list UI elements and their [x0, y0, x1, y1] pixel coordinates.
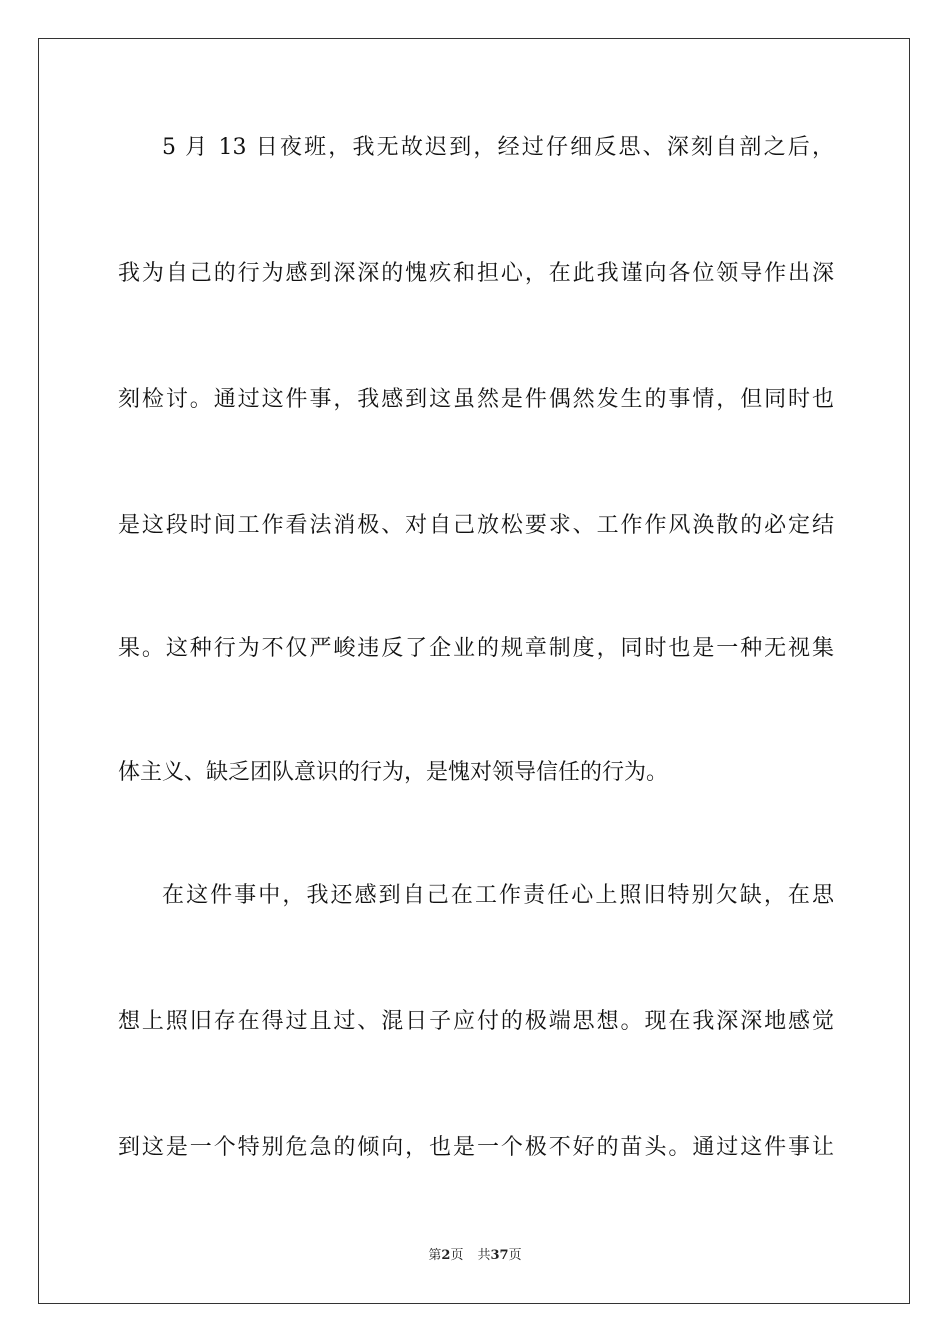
- paragraph-1-line-3: 刻检讨。通过这件事，我感到这虽然是件偶然发生的事情，但同时也: [118, 387, 834, 412]
- paragraph-2-line-1: 在这件事中，我还感到自己在工作责任心上照旧特别欠缺，在思: [162, 883, 834, 908]
- total-suffix: 页: [508, 1248, 522, 1263]
- paragraph-1-line-1: 5 月 13 日夜班，我无故迟到，经过仔细反思、深刻自剖之后，: [162, 135, 834, 160]
- paragraph-1-line-2: 我为自己的行为感到深深的愧疚和担心，在此我谨向各位领导作出深: [118, 261, 834, 286]
- page-suffix: 页: [450, 1248, 464, 1263]
- page-number: 2: [441, 1248, 451, 1263]
- paragraph-2-line-2: 想上照旧存在得过且过、混日子应付的极端思想。现在我深深地感觉: [118, 1009, 834, 1034]
- page-footer: [0, 1247, 950, 1265]
- page-border: [38, 38, 910, 1304]
- paragraph-1-line-4: 是这段时间工作看法消极、对自己放松要求、工作作风涣散的必定结: [118, 513, 834, 538]
- paragraph-2-line-3: 到这是一个特别危急的倾向，也是一个极不好的苗头。通过这件事让: [118, 1135, 834, 1160]
- paragraph-1-line-5: 果。这种行为不仅严峻违反了企业的规章制度，同时也是一种无视集: [118, 636, 834, 661]
- total-pages: 37: [490, 1248, 509, 1263]
- total-prefix: 共: [477, 1248, 491, 1263]
- page-prefix: 第: [428, 1248, 442, 1263]
- paragraph-1-line-6: 体主义、缺乏团队意识的行为，是愧对领导信任的行为。: [118, 760, 669, 785]
